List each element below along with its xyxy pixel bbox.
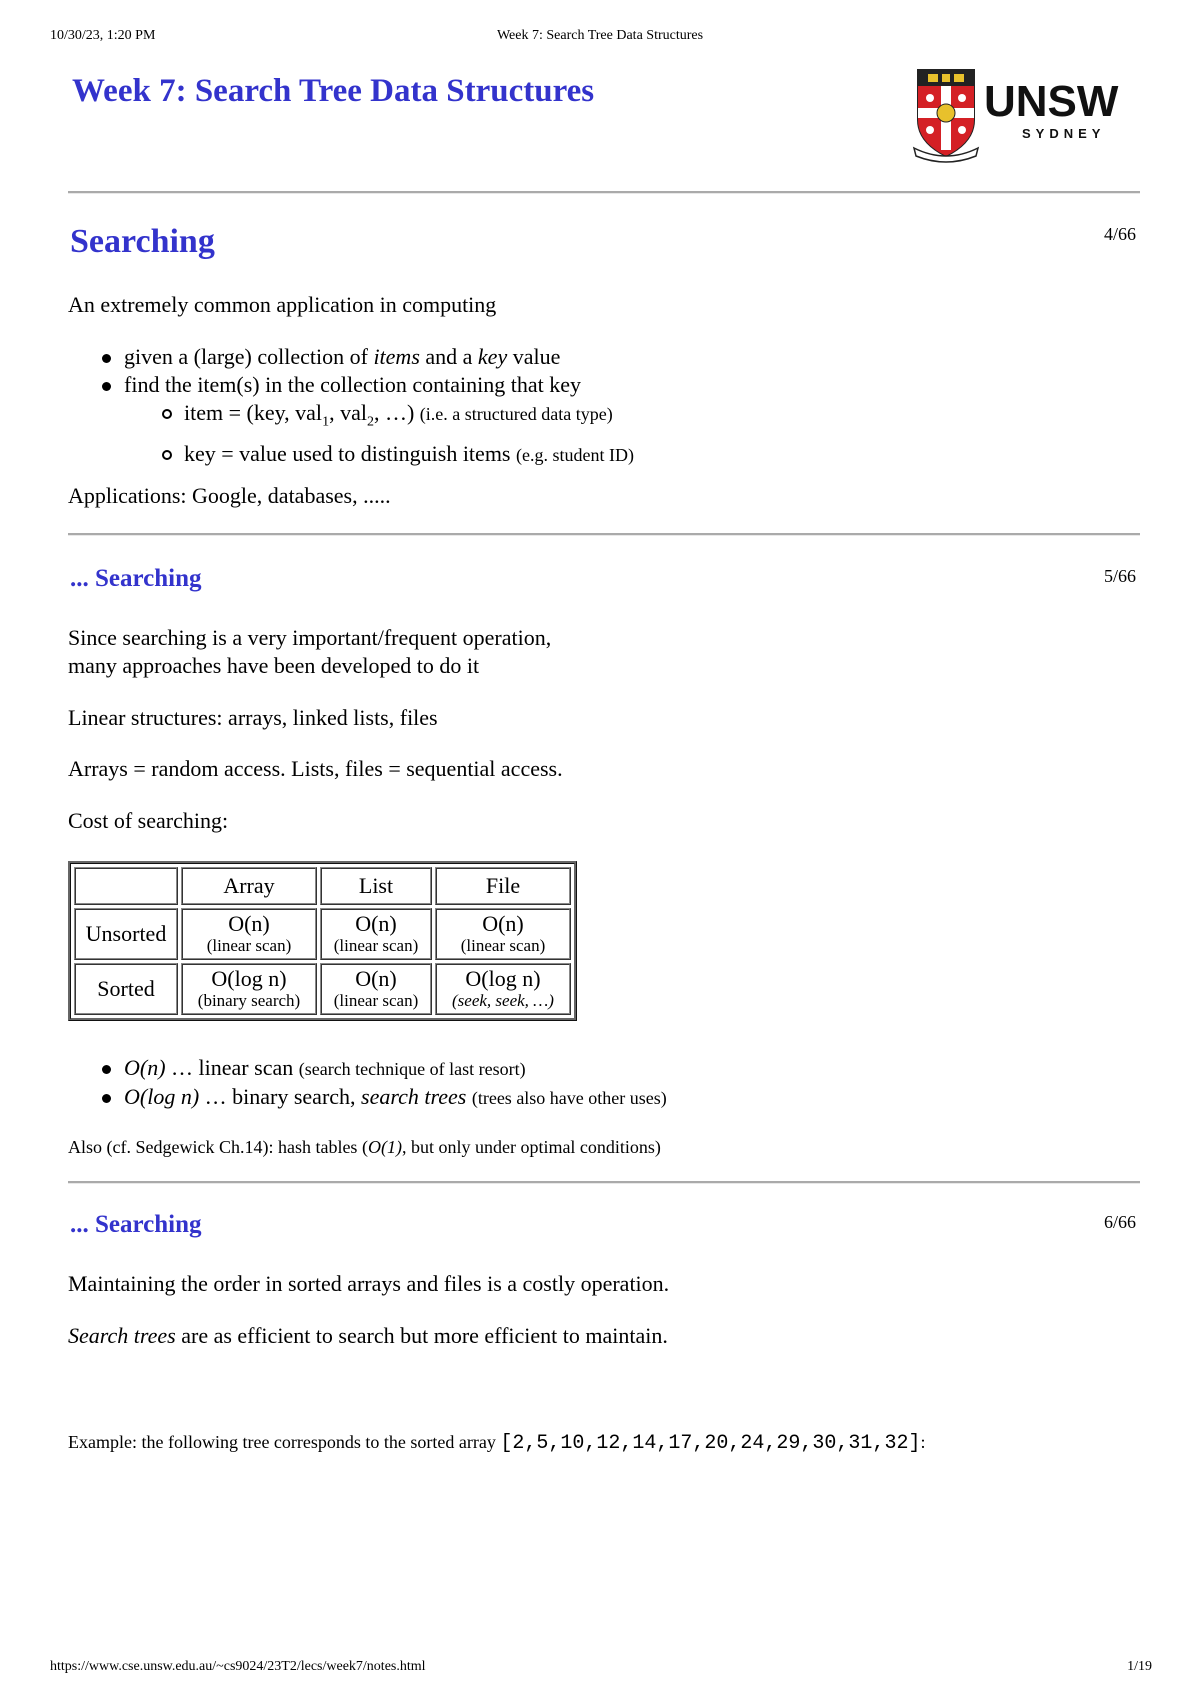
table-cell: O(log n) (seek, seek, …) — [435, 963, 571, 1015]
table-header-cell: List — [320, 867, 432, 905]
print-datetime: 10/30/23, 1:20 PM — [50, 28, 156, 43]
paragraph: Cost of searching: — [68, 808, 229, 833]
table-header-cell: File — [435, 867, 571, 905]
list-item: key = value used to distinguish items (e.g. student ID) — [158, 440, 634, 469]
slide-number: 6/66 — [1103, 1212, 1136, 1232]
example-text: Example: the following tree corresponds to the sorted array [2,5,10,12,14,17,20,24,29,30,31,32]: — [68, 1432, 926, 1455]
table-header-cell: Array — [181, 867, 317, 905]
slide-number: 4/66 — [1103, 224, 1136, 244]
paragraph: Since searching is a very important/frequent operation, — [68, 625, 552, 650]
table-cell: O(n) (linear scan) — [320, 963, 432, 1015]
paragraph: Maintaining the order in sorted arrays and files is a costly operation. — [68, 1271, 670, 1296]
section-divider — [68, 1181, 1140, 1184]
document-title: Week 7: Search Tree Data Structures — [72, 73, 595, 109]
section-title-searching: Searching — [70, 223, 215, 260]
slide-number: 5/66 — [1103, 566, 1136, 586]
section-title-searching-cont: ... Searching — [70, 1211, 202, 1238]
table-row-label: Unsorted — [74, 908, 178, 960]
paragraph: Arrays = random access. Lists, files = sequential access. — [68, 756, 563, 781]
list-item: find the item(s) in the collection containing that key — [98, 371, 581, 399]
paragraph: Linear structures: arrays, linked lists, files — [68, 705, 438, 730]
print-page-number: 1/19 — [1127, 1659, 1152, 1674]
table-cell: O(log n) (binary search) — [181, 963, 317, 1015]
example-array: [2,5,10,12,14,17,20,24,29,30,31,32] — [500, 1432, 921, 1455]
print-url: https://www.cse.unsw.edu.au/~cs9024/23T2/lecs/week7/notes.html — [50, 1659, 426, 1674]
bullet-list — [98, 343, 581, 399]
print-footer — [50, 1659, 1152, 1679]
paragraph: many approaches have been developed to do it — [68, 653, 480, 678]
sub-bullet-list — [158, 399, 634, 469]
table-cell: O(n) (linear scan) — [320, 908, 432, 960]
logo-subtext: SYDNEY — [1022, 126, 1106, 141]
paragraph: Search trees are as efficient to search but more efficient to maintain. — [68, 1323, 668, 1348]
table-row — [74, 963, 571, 1015]
print-title: Week 7: Search Tree Data Structures — [496, 28, 704, 43]
list-item: O(n) … linear scan (search technique of last resort) — [98, 1054, 667, 1083]
section-divider — [68, 533, 1140, 536]
hash-tables-note: Also (cf. Sedgewick Ch.14): hash tables (O(1), but only under optimal conditions) — [68, 1137, 661, 1157]
print-header — [50, 28, 1150, 48]
unsw-logo — [912, 68, 1140, 164]
list-item: item = (key, val$_1$, val$_2$, …) (i.e. a structured data type) — [158, 399, 634, 436]
table-cell: O(n) (linear scan) — [435, 908, 571, 960]
intro-text: An extremely common application in computing — [68, 292, 497, 317]
cost-table — [68, 861, 577, 1021]
list-item: given a (large) collection of items and a key value — [98, 343, 581, 371]
logo-wordmark: UNSW — [984, 77, 1119, 126]
table-row-label: Sorted — [74, 963, 178, 1015]
section-divider — [68, 191, 1140, 194]
table-corner-cell — [74, 867, 178, 905]
section-title-searching-cont: ... Searching — [70, 565, 202, 592]
table-row — [74, 908, 571, 960]
applications-text: Applications: Google, databases, ..... — [68, 483, 391, 508]
table-header-row — [74, 867, 571, 905]
table-cell: O(n) (linear scan) — [181, 908, 317, 960]
bullet-list — [98, 1054, 667, 1112]
list-item: O(log n) … binary search, search trees (trees also have other uses) — [98, 1083, 667, 1112]
